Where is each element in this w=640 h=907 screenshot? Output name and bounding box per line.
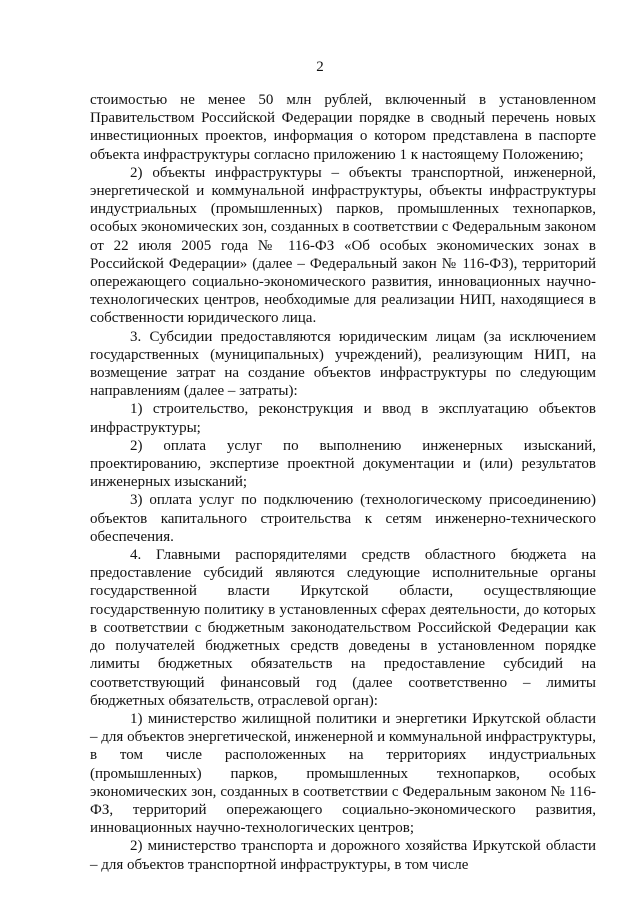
paragraph-item-2-transport-ministry: 2) министерство транспорта и дорожного хозяйства Иркутской области – для объектов транспортной инфраструктуры, в том числе xyxy=(90,838,596,873)
paragraph-item-1-housing-energy-ministry: 1) министерство жилищной политики и энергетики Иркутской области – для объектов энергетической, инженерной и коммунальной инфраструктуры, в том числе расположенных на территориях индустриальных (промышленных) парков, промышленных технопарков, особых экономических зон, созданных в соответствии с Федеральным законом № 116-ФЗ, территорий опережающего социально-экономического развития, инновационных научно-технологических центров; xyxy=(90,710,596,837)
paragraph-section-3-subsidies: 3. Субсидии предоставляются юридическим лицам (за исключением государственных (муниципальных) учреждений), реализующим НИП, на возмещение затрат на создание объектов инфраструктуры по следующим направлениям (далее – затраты): xyxy=(90,328,596,400)
paragraph-section-4-budget-managers: 4. Главными распорядителями средств областного бюджета на предоставление субсидий являются следующие исполнительные органы государственной власти Иркутской области, осуществляющие государственную политику в установленных сферах деятельности, до которых в соответствии с бюджетным законодательством Российской Федерации как до получателей бюджетных средств доведены в установленном порядке лимиты бюджетных обязательств на предоставление субсидий на соответствующий финансовый год (далее соответственно – лимиты бюджетных обязательств, отраслевой орган): xyxy=(90,547,596,709)
paragraph-item-2-engineering-surveys: 2) оплата услуг по выполнению инженерных изысканий, проектированию, экспертизе проектной документации и (или) результатов инженерных изысканий; xyxy=(90,437,596,491)
paragraph-item-1-construction: 1) строительство, реконструкция и ввод в эксплуатацию объектов инфраструктуры; xyxy=(90,401,596,436)
document-body xyxy=(90,91,596,874)
page-number: 2 xyxy=(316,59,324,75)
paragraph-continuation-investment-project: стоимостью не менее 50 млн рублей, включенный в установленном Правительством Российской Федерации порядке в сводный перечень новых инвестиционных проектов, информация о котором представлена в паспорте объекта инфраструктуры согласно приложению 1 к настоящему Положению; xyxy=(90,92,596,163)
paragraph-item-3-connection-services: 3) оплата услуг по подключению (технологическому присоединению) объектов капитального строительства к сетям инженерно-технического обеспечения. xyxy=(90,492,596,545)
paragraph-item-2-infrastructure-objects: 2) объекты инфраструктуры – объекты транспортной, инженерной, энергетической и коммунальной инфраструктуры, объекты инфраструктуры индустриальных (промышленных) парков, промышленных технопарков, особых экономических зон, созданных в соответствии с Федеральным законом от 22 июля 2005 года № 116-ФЗ «Об особых экономических зонах в Российской Федерации» (далее – Федеральный закон № 116-ФЗ), территорий опережающего социально-экономического развития, инновационных научно-технологических центров, необходимые для реализации НИП, находящиеся в собственности юридического лица. xyxy=(90,164,597,327)
